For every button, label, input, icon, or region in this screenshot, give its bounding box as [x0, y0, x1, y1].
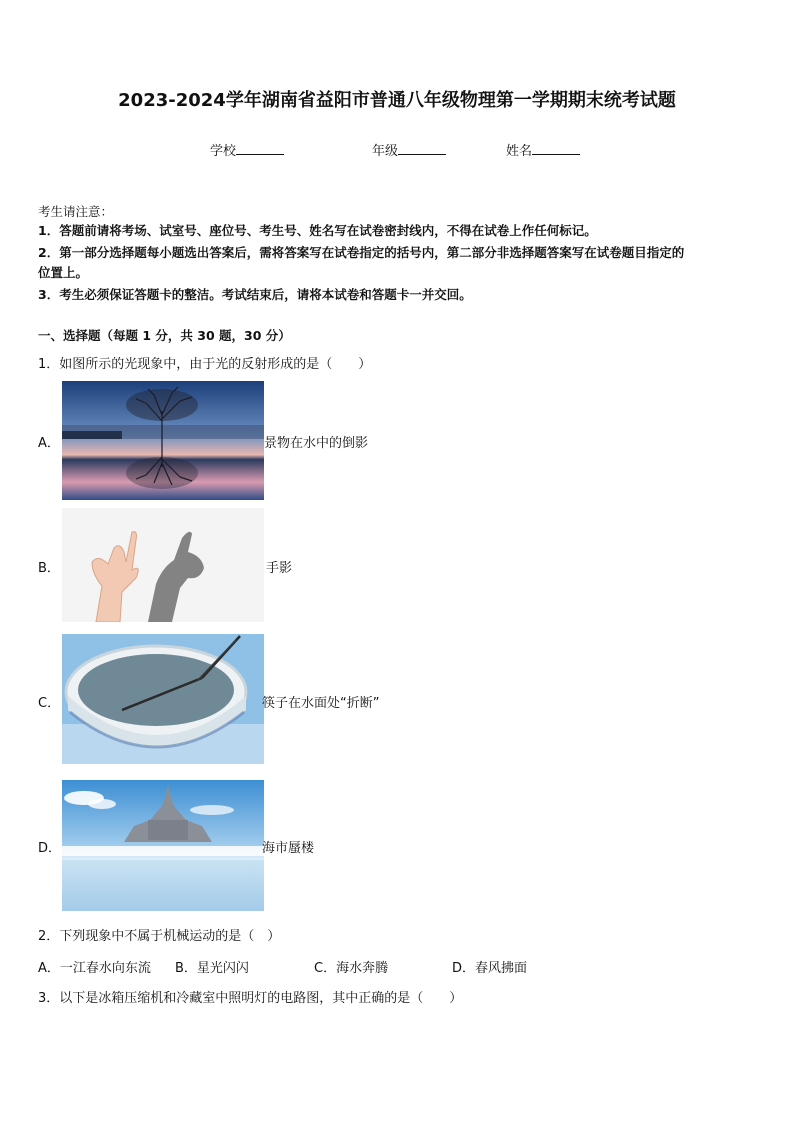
- q1-option-b-letter: B．: [38, 561, 60, 576]
- notice-item-2: 2．第一部分选择题每小题选出答案后，需将答案写在试卷指定的括号内，第二部分非选择题答案写在试卷题目指定的: [38, 245, 685, 260]
- q2-option-d: D．春风拂面: [452, 961, 528, 976]
- question-3-stem: 3．以下是冰箱压缩机和冷藏室中照明灯的电路图，其中正确的是（ ）: [38, 991, 463, 1006]
- q1-option-c-text: 筷子在水面处“折断”: [262, 696, 380, 711]
- grade-blank: [398, 142, 446, 155]
- name-label: 姓名: [506, 144, 533, 159]
- mirage-castle-image: [62, 780, 264, 911]
- section-heading: 一、选择题（每题 1 分，共 30 题，30 分）: [38, 328, 291, 343]
- grade-label: 年级: [372, 144, 399, 159]
- school-blank: [236, 142, 284, 155]
- hand-shadow-image: [62, 508, 264, 622]
- tree-reflection-image: [62, 381, 264, 500]
- notice-item-2-cont: 位置上。: [38, 265, 89, 280]
- notice-item-1: 1．答题前请将考场、试室号、座位号、考生号、姓名写在试卷密封线内，不得在试卷上作任何标记。: [38, 223, 597, 238]
- q2-option-c: C．海水奔腾: [314, 961, 389, 976]
- question-2-stem: 2．下列现象中不属于机械运动的是（ ）: [38, 929, 281, 944]
- q2-option-b: B．星光闪闪: [175, 961, 249, 976]
- q1-option-d-text: 海市蜃楼: [262, 841, 315, 856]
- notice-item-3: 3．考生必须保证答题卡的整洁。考试结束后，请将本试卷和答题卡一并交回。: [38, 287, 472, 302]
- q2-option-a: A．一江春水向东流: [38, 961, 151, 976]
- school-label: 学校: [210, 144, 237, 159]
- q1-option-a-letter: A．: [38, 436, 60, 451]
- school-field: [210, 140, 284, 159]
- q1-option-c-letter: C．: [38, 696, 61, 711]
- notice-heading: 考生请注意：: [38, 204, 114, 219]
- name-field: [506, 140, 580, 159]
- grade-field: [372, 140, 446, 159]
- exam-title: 2023-2024学年湖南省益阳市普通八年级物理第一学期期末统考试题: [118, 90, 676, 111]
- question-1-stem: 1．如图所示的光现象中，由于光的反射形成的是（ ）: [38, 357, 372, 372]
- q1-option-a-text: 景物在水中的倒影: [264, 436, 369, 451]
- chopsticks-bowl-image: [62, 634, 264, 764]
- q1-option-d-letter: D．: [38, 841, 62, 856]
- name-blank: [532, 142, 580, 155]
- q1-option-b-text: 手影: [266, 561, 293, 576]
